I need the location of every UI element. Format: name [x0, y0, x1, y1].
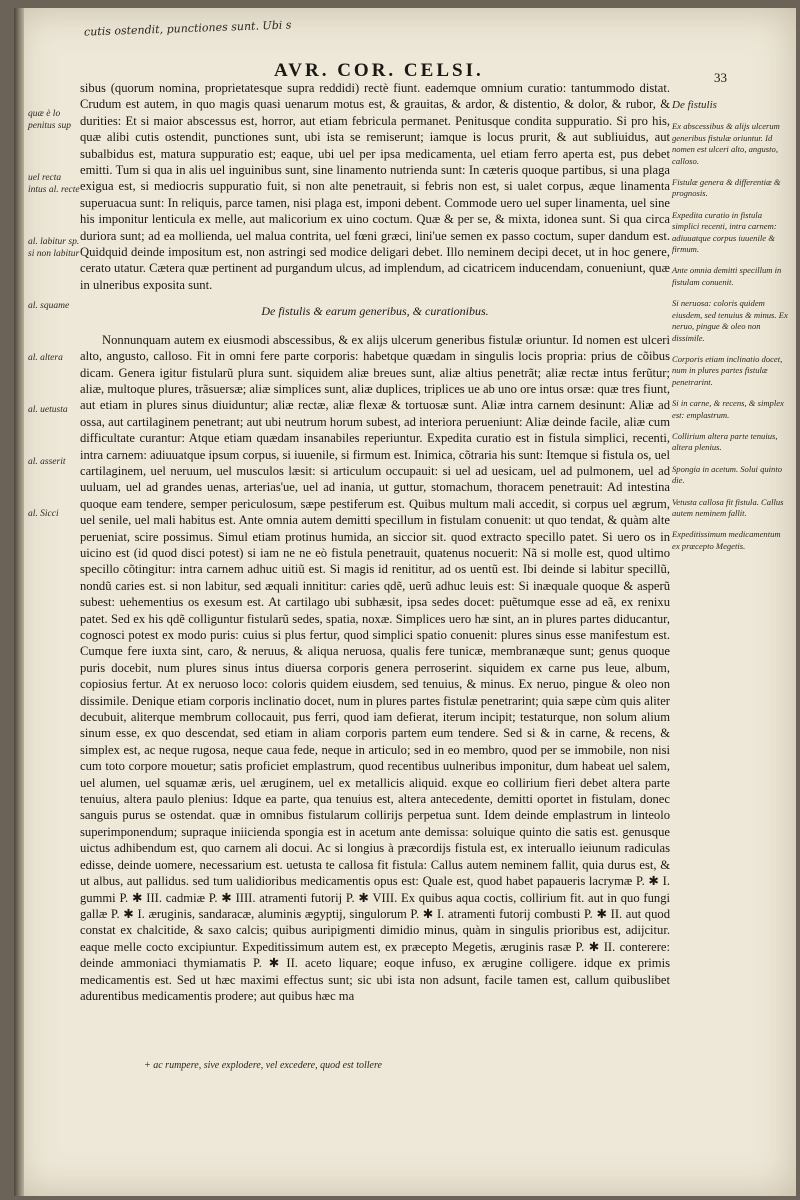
- left-note: al. altera: [28, 353, 63, 363]
- right-note: Si in carne, & recens, & simplex est: emplastrum.: [672, 398, 784, 420]
- right-note: Expedita curatio in fistula simplici recenti, intra carnem: adiuuatque corpus iuuenile & firmum.: [672, 209, 777, 255]
- right-note: Collirium altera parte tenuius, altera plenius.: [672, 430, 778, 453]
- left-note: al. Sicci: [28, 509, 59, 519]
- right-note: Expeditissimum medicamentum ex præcepto Megetis.: [672, 529, 781, 551]
- right-note: Corporis etiam inclinatio docet, num in plures partes fistulæ penetrarint.: [672, 353, 783, 387]
- right-note: Si neruosa: coloris quidem eiusdem, sed tenuius & minus. Ex neruo, pingue & oleo non dissimile.: [672, 298, 788, 343]
- left-margin-notes: [28, 108, 80, 560]
- left-note: uel recta intus al. recte: [28, 173, 80, 195]
- paragraph: Nonnunquam autem ex eiusmodi abscessibus, & ex alijs ulcerum generibus fistulæ oriuntur. Id nomen est ulceri alto, angusto, calloso. Fit in omni fere parte corporis: habetque quædam in singulis locis propria: prius de cõibus dicam. Genera igitur fistularũ plura sunt. siquidem aliæ breues sunt, aliæ altius penetrãt; aliæ rectæ intus ferũtur; aliæ, multoque plures, trãsuersæ; aliæ simplices sunt, aliæ duplices, triplices ue ab uno ore intus orsæ: quæ tres fiunt, aut etiam in plures sinus diuiduntur; aliæ rectæ, aliæ flexæ & tortuosæ sunt. Aliæ intra carnem desinunt: Aliæ ad ossa, aut cartilaginem penetrant; aut ubi neutrum horum subest, ad interiora perueniunt: Aliæ deinde facile, aliæ cum difficultate curantur: Atque etiam quædam insanabiles reperiuntur. Expedita curatio est in fistula simplici, recenti, intra carnem: adiuuatque ipsum corpus, si iuuenile, si firmum est. Inimica, cõtraria his sunt: Itemque si fistula os, uel cartilaginem, uel neruum, uel musculos læsit: si articulum occupauit: si uel ad uesicam, uel ad pulmonem, uel ad uuluam, uel ad grandes uenas, arterias'ue, uel ad inania, ut guttur, stomachum, thoracem penetrauit: Ad intestina quoque eam tendere, semper periculosum, sæpe pestiferum est. Quibus multum mali accedit, si corpus uel ægrum, uel senile, uel mali habitus est. Ante omnia autem demitti specillum in fistulam conuenit: ut quo tendat, & quàm alte perueniat, scire possimus. Simul etiam protinus humida, an siccior sit. quod extracto specillo patet. Si uero os in uicino est (id quod disci potest) si iam ne ne eò fistula penetrauit, quatenus nocuerit: Nã si molle est, quod ultimo specillo cõtingitur: intra carnem adhuc uitiũ est. Si magis id renititur, ad os uentũ est. Ibi deinde si labitur specillũ, nondũ caries est. si non labitur, sed æquali innititur: caries qdẽ, uerũ adhuc leuis est: Si inæquale quoque & asperũ subest: uehementius os exesum est. At cartilago ubi subhæsit, ipsa sedes docet: puẽtumque esse ad eã, ex renixu patet. Sed ex his qdẽ colliguntur fistularũ sedes, spatia, noxæ. Simplices uero hæ sint, an in plures partes diducantur, cognosci potest ex modo puris: cuius si plus fertur, quod simplici spatio conuenit: plures sinus esse manifestum est. Cumque fere iuxta sint, caro, & neruus, & aliqua neruosa, qualis fere tunicæ, membranæque sunt; genus quoque puris docebit, num plures sinus intus diuersa corporis genera perroserint. siquidem ex carne pus leue, album, copiosius fertur. At ex neruoso loco: coloris quidem eiusdem, sed tenuius, & minus. Ex neruo, pingue & oleo non dissimile. Denique etiam corporis inclinatio docet, num in plures partes fistulæ penetrarint; quia sæpe cùm quis aliter decubuit, aliterque membrum collocauit, pus ferri, quod iam defierat, iterum incipit; testaturque, non solum alium sinum esse, ex quo descendat, sed etiam in aliam corporis partem eum tendere. Sed si & in carne, & recens, & simplex est, ac neque rugosa, neque caua fede, neque in articulo; sed in eo membro, quod per se immobile, non nisi cum toto corpore mouetur; satis proficiet emplastrum, quod recentibus uulneribus imponitur, dum habeat uel salem, uel alumen, uel squamæ æris, uel æruginem, uel ex metallicis aliquid. exque eo collirium fieri debet altera parte tenuius, altera paulo plenius: Idque ea parte, qua tenuius est, altera antecedente, demitti oportet in fistulam, donec sanguis purus se ostendat. quæ in omnibus fistularum collirijs perpetua sunt. Idem deinde emplastrum in linteolo superimponendum; supraque iniicienda spongia est in acetum ante demissa: soluique quinto die satis est. genusque uictus adhibendum est, quo carnem ali docui. Ac si longius à præcordijs fistula est, ex interuallo ieiunum radiculas edisse, deinde uomere, necessarium est. uetusta te callosa fit fistula: Callus autem neminem fallit, quia durus est, & ut albus, aut pallidus. sed tum ualidioribus medicamentis opus est: Quale est, quod habet papaueris lacrymæ P. ✱ I. gummi P. ✱ III. cadmiæ P. ✱ IIII. atramenti futorij P. ✱ VIII. Ex quibus aqua coctis, collirium fit. aut in quo fungi gallæ P. ✱ I. æruginis, sandaracæ, aluminis ægyptij, singulorum P. ✱ I. atramenti futorij combusti P. ✱ II. aut quod constat ex chalcitide, & saxo calcis; quibus auripigmenti dimidio minus, quàm in singulis prioribus est, adijcitur. eaque melle cocto excipiuntur. Expeditissimum autem est, ex præcepto Megetis, æruginis rasæ P. ✱ II. conterere: deinde ammoniaci thymiamatis P. ✱ II. aceto liquare; eoque infuso, ex ærugine colligere. idque ex primis medicamentis est. Sed ut hæc maximi effectus sunt; sic ubi ista non adsunt, facile tamen est, callum quibuslibet adurentibus medicamentis prodere; aut quibus hæc ma: [80, 332, 670, 1003]
- right-note: Vetusta callosa fit fistula. Callus autem neminem fallit.: [672, 496, 784, 518]
- left-note: al. uetusta: [28, 405, 68, 415]
- running-head: AVR. COR. CELSI.: [274, 60, 484, 81]
- right-note: Fistulæ genera & differentiæ & prognosis.: [672, 177, 781, 199]
- main-text: [80, 80, 670, 1004]
- right-note: Ante omnia demitti specillum in fistulam conuenit.: [672, 265, 782, 287]
- handwritten-top-note: cutis ostendit, punctiones sunt. Ubi s: [83, 18, 292, 39]
- handwritten-bottom-note: + ac rumpere, sive explodere, vel excedere, quod est tollere: [144, 1060, 382, 1071]
- right-note: Spongia in acetum. Solui quinto die.: [672, 463, 783, 486]
- section-heading: De fistulis & earum generibus, & curationibus.: [261, 304, 489, 319]
- book-page: [14, 8, 796, 1196]
- left-note: al. squame: [28, 301, 70, 311]
- left-note: quæ è lo penitus sup: [28, 109, 72, 131]
- left-note: al. labitur sp. si non labitur: [28, 237, 80, 259]
- right-note-title: De fistulis: [672, 99, 717, 111]
- folio-number: 33: [714, 70, 727, 85]
- right-margin-notes: [672, 100, 790, 552]
- paragraph: sibus (quorum nomina, proprietatesque supra reddidi) rectè fiunt. eademque omnium curatio: tantummodo distat. Crudum est autem, in quo magis quasi uenarum motus est, & grauitas, & ardor, & distentio, & dolor, & rubor, & durities: Et si maior abscessus est, horror, aut etiam febricula permanet. Penitusque condita suppuratio. Si pro his, quæ alibi cutis ostendit, punctiones sunt, ubi ista se remiserunt; iamque is locus prurit, & aut subliuidus, aut subalbidus est, matura suppuratio est; eaque, ubi uel per ipsa medicamenta, uel etiam ferro aperta est, pus debet emitti. Tum si qua in alis uel inguinibus sunt, sine linamento nutrienda sunt: In cæteris quoque partibus, si una plaga exigua est, si mediocris suppuratio fuit, si non alte penetrauit, si febris non est, si ualet corpus, æque linamenta superuacua sunt: In reliquis, parce tamen, nisi plaga est, imponi debent. Commode uero uel super linamenta, uel sine his imponitur lenticula ex melle, aut malicorium ex uino coctum. Quæ & per se, & mixta, idonea sunt. Si qua circa duriora sunt; ad ea mollienda, uel malua contrita, uel fœni græci, lini'ue semen ex passo coctum, super dandum est. Quidquid deinde impositum est, non astringi sed modice deligari debet. Illo neminem decipi decet, ut in hoc genere, cerato utatur. Cætera quæ pertinent ad purgandum ulcus, ad implendum, ad cicatricem inducendam, conueniunt, quæ in ulneribus exposita sunt.: [80, 81, 670, 292]
- left-note: al. asserit: [28, 457, 66, 467]
- book-spine: [14, 8, 24, 1196]
- right-note: Ex abscessibus & alijs ulcerum generibus fistulæ oriuntur. Id nomen est ulceri alto, angusto, calloso.: [672, 121, 780, 166]
